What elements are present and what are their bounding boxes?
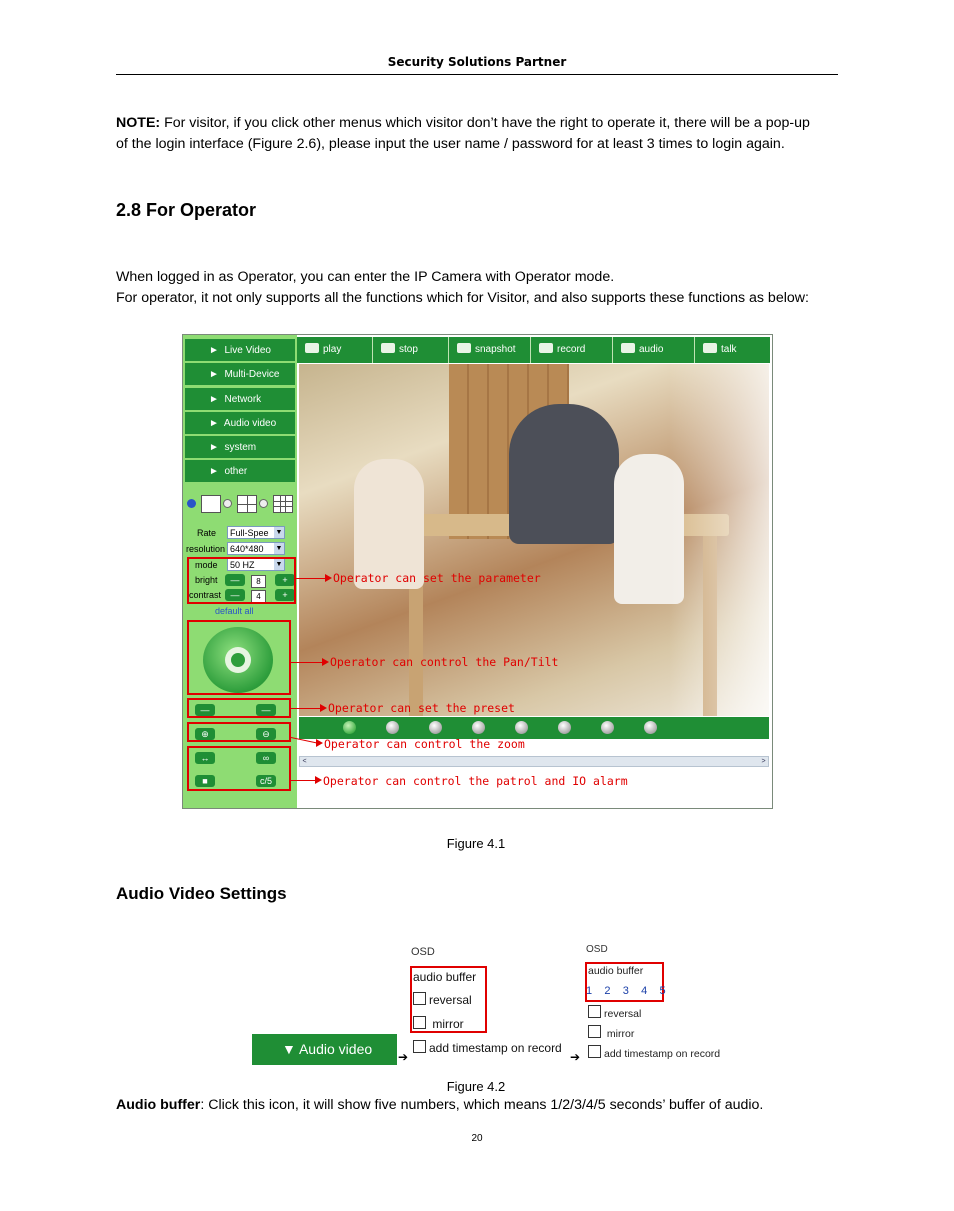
buffer-number-2[interactable]: 2 — [604, 985, 611, 997]
bright-minus-button[interactable]: — — [225, 574, 245, 586]
mirror-checkbox[interactable] — [588, 1025, 601, 1038]
buffer-number-3[interactable]: 3 — [622, 985, 629, 997]
audio-video-menu-label: ▼ Audio video — [282, 1041, 373, 1057]
note-line2: of the login interface (Figure 2.6), please input the user name / password for at least 3 times to login again. — [116, 136, 785, 152]
chevron-left-icon[interactable]: < — [302, 758, 307, 765]
annotation-line — [296, 578, 326, 579]
menu-label: Audio video — [223, 418, 277, 429]
reversal-label: reversal — [604, 1008, 642, 1020]
arrow-icon — [315, 776, 322, 784]
figure-4-1-caption: Figure 4.1 — [446, 836, 506, 851]
audio-buffer-term: Audio buffer — [116, 1097, 201, 1113]
audio-video-menu-button[interactable] — [252, 1034, 397, 1065]
camera-toolbar — [297, 337, 770, 363]
record-label: record — [557, 344, 586, 355]
intro-line2: For operator, it not only supports all the functions which for Visitor, and also supports these functions as below: — [116, 290, 809, 306]
figure-4-1 — [182, 334, 773, 809]
chevron-right-icon[interactable]: > — [761, 758, 766, 765]
layout-1-icon — [201, 495, 221, 513]
buffer-number-list — [586, 985, 666, 997]
preset-dot[interactable] — [472, 721, 485, 734]
note-paragraph — [116, 113, 846, 155]
talk-button[interactable] — [695, 337, 770, 363]
mode-label: mode — [195, 560, 218, 570]
audio-buffer-description — [116, 1095, 846, 1116]
audio-buffer-text: : Click this icon, it will show five numbers, which means 1/2/3/4/5 seconds’ buffer of audio. — [200, 1097, 764, 1113]
contrast-value: 4 — [251, 590, 266, 603]
timestamp-label: add timestamp on record — [429, 1041, 562, 1055]
talk-icon — [703, 343, 717, 353]
note-line1: For visitor, if you click other menus which visitor don’t have the right to operate it, there will be a pop-up — [160, 115, 810, 131]
contrast-minus-button[interactable]: — — [225, 589, 245, 601]
chevron-down-icon: ▼ — [275, 545, 283, 552]
audio-icon — [621, 343, 635, 353]
menu-label: other — [224, 466, 248, 477]
parameter-highlight-box — [187, 557, 296, 604]
page-header: Security Solutions Partner — [387, 55, 567, 69]
audio-buffer-option-right[interactable]: audio buffer — [588, 965, 644, 977]
io-on-icon: c/5 — [259, 776, 272, 786]
zoom-out-icon: ⊖ — [262, 729, 270, 739]
osd-label-right: OSD — [586, 944, 608, 955]
resolution-value: 640*480 — [230, 544, 264, 554]
osd-label-left: OSD — [411, 946, 435, 958]
annotation-line — [291, 708, 321, 709]
audio-label: audio — [639, 344, 664, 355]
section-heading: 2.8 For Operator — [116, 200, 257, 220]
annotation-patrol: Operator can control the patrol and IO alarm — [323, 774, 628, 788]
bright-value: 8 — [251, 575, 266, 588]
preset-dot[interactable] — [515, 721, 528, 734]
patrol-horizontal-icon: ↔ — [200, 753, 210, 763]
grid-9-icon — [273, 495, 293, 513]
arrow-icon — [316, 739, 323, 747]
layout-9-radio[interactable] — [259, 499, 268, 508]
stop-label: stop — [399, 344, 418, 355]
resolution-select[interactable] — [227, 542, 285, 555]
stop-icon — [381, 343, 395, 353]
preset-icon: — — [261, 705, 271, 715]
layout-4-radio[interactable] — [223, 499, 232, 508]
horizontal-scrollbar[interactable] — [299, 756, 769, 767]
rate-value: Full-Spee — [230, 528, 269, 538]
arrow-right-icon: ➔ — [398, 1050, 409, 1064]
preset-dot[interactable] — [558, 721, 571, 734]
preset-dot-bar — [299, 717, 769, 739]
header-rule — [116, 74, 838, 75]
chevron-down-icon: ▼ — [275, 561, 283, 568]
annotation-line — [291, 662, 323, 663]
bright-plus-button[interactable]: + — [275, 574, 295, 586]
rate-label: Rate — [197, 528, 217, 538]
preset-dot[interactable] — [644, 721, 657, 734]
person-shape — [509, 404, 619, 544]
mirror-option-right[interactable] — [588, 1025, 634, 1040]
zoom-in-icon: ⊕ — [201, 729, 209, 739]
annotation-preset: Operator can set the preset — [328, 701, 515, 715]
play-label: play — [323, 344, 342, 355]
menu-label: Live Video — [224, 345, 271, 356]
menu-item-network[interactable]: ► Network — [185, 388, 295, 411]
window-light-shape — [669, 364, 769, 716]
grid-4-icon — [237, 495, 257, 513]
reversal-option-left[interactable] — [413, 992, 472, 1007]
snapshot-label: snapshot — [475, 344, 516, 355]
annotation-pan-tilt: Operator can control the Pan/Tilt — [330, 655, 559, 669]
record-button[interactable] — [531, 337, 613, 363]
reversal-label: reversal — [429, 993, 472, 1007]
preset-dot[interactable] — [343, 721, 356, 734]
timestamp-option-right[interactable] — [588, 1045, 720, 1060]
mirror-option-left[interactable] — [413, 1016, 464, 1031]
arrow-icon — [320, 704, 327, 712]
reversal-checkbox[interactable] — [413, 992, 426, 1005]
mirror-checkbox[interactable] — [413, 1016, 426, 1029]
preset-dot[interactable] — [429, 721, 442, 734]
arrow-icon — [322, 658, 329, 666]
patrol-highlight-box — [187, 746, 291, 791]
mirror-label: mirror — [606, 1028, 635, 1040]
timestamp-label: add timestamp on record — [604, 1048, 721, 1060]
default-all-link[interactable]: default all — [215, 606, 254, 616]
buffer-number-4[interactable]: 4 — [641, 985, 648, 997]
audio-buffer-option-left[interactable]: audio buffer — [413, 970, 477, 984]
menu-label: Multi-Device — [224, 369, 280, 380]
note-label: NOTE: — [116, 115, 161, 131]
menu-item-audio-video[interactable]: ► Audio video — [185, 412, 295, 435]
menu-item-live-video[interactable]: ► Live Video — [185, 339, 295, 362]
preset-dot[interactable] — [386, 721, 399, 734]
pan-tilt-highlight-box — [187, 620, 291, 695]
menu-item-multi-device[interactable]: ► Multi-Device — [185, 363, 295, 386]
mirror-label: mirror — [432, 1017, 464, 1031]
page-number: 20 — [471, 1133, 483, 1144]
preset-highlight-box — [187, 698, 291, 718]
patrol-vertical-icon: ∞ — [262, 753, 270, 763]
subsection-heading: Audio Video Settings — [116, 884, 287, 903]
reversal-option-right[interactable] — [588, 1005, 641, 1020]
play-icon — [305, 343, 319, 353]
buffer-number-1[interactable]: 1 — [586, 985, 593, 997]
zoom-highlight-box — [187, 722, 291, 742]
annotation-parameter: Operator can set the parameter — [333, 571, 541, 585]
figure-4-2-caption: Figure 4.2 — [446, 1079, 506, 1094]
annotation-line — [291, 780, 316, 781]
timestamp-option-left[interactable] — [413, 1040, 562, 1055]
bright-label: bright — [195, 575, 218, 585]
timestamp-checkbox[interactable] — [588, 1045, 601, 1058]
audio-button[interactable] — [613, 337, 695, 363]
play-button[interactable] — [297, 337, 373, 363]
preset-icon: — — [200, 705, 210, 715]
menu-label: Network — [224, 394, 262, 405]
intro-line1: When logged in as Operator, you can enter the IP Camera with Operator mode. — [116, 269, 615, 285]
preset-dot[interactable] — [601, 721, 614, 734]
arrow-icon — [325, 574, 332, 582]
menu-label: system — [224, 442, 257, 453]
snapshot-button[interactable] — [449, 337, 531, 363]
timestamp-checkbox[interactable] — [413, 1040, 426, 1053]
chevron-down-icon: ▼ — [275, 529, 283, 536]
contrast-label: contrast — [189, 590, 222, 600]
contrast-plus-button[interactable]: + — [275, 589, 295, 601]
talk-label: talk — [721, 344, 737, 355]
menu-item-other[interactable]: ► other — [185, 460, 295, 483]
stop-button[interactable] — [373, 337, 449, 363]
annotation-zoom: Operator can control the zoom — [324, 737, 525, 751]
resolution-label: resolution — [186, 544, 226, 554]
io-off-icon: ■ — [202, 776, 208, 786]
intro-paragraph — [116, 267, 846, 309]
mode-value: 50 HZ — [230, 560, 255, 570]
buffer-number-5[interactable]: 5 — [659, 985, 666, 997]
menu-item-system[interactable]: ► system — [185, 436, 295, 459]
rate-select[interactable] — [227, 526, 285, 539]
arrow-right-icon: ➔ — [570, 1050, 581, 1064]
reversal-checkbox[interactable] — [588, 1005, 601, 1018]
layout-1-radio[interactable] — [187, 499, 196, 508]
record-icon — [539, 343, 553, 353]
snapshot-icon — [457, 343, 471, 353]
person-shape — [354, 459, 424, 589]
